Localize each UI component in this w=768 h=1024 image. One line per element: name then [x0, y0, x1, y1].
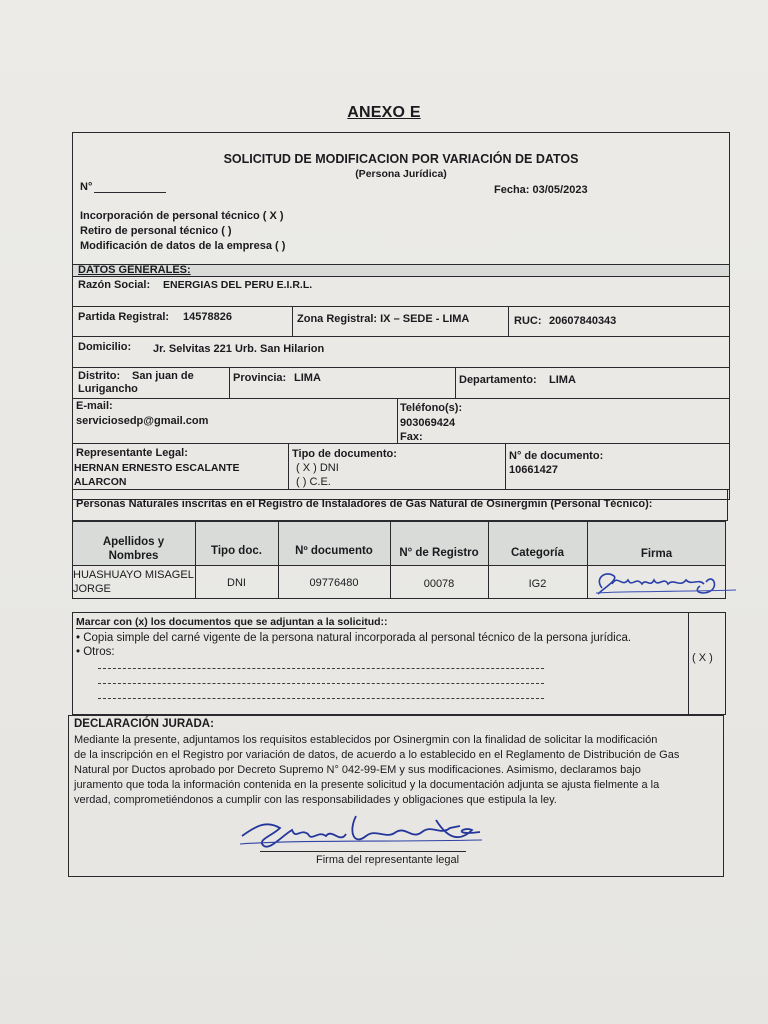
representante-label: Representante Legal:: [76, 447, 188, 459]
declaration-line-2: de la inscripción en el Registro por variación de datos, de acuerdo a lo establecido en el Reglamento de Distribución de Gas: [74, 749, 680, 761]
domicilio-label: Domicilio:: [78, 341, 132, 353]
row-nombre-line1: HUASHUAYO MISAGEL: [73, 569, 194, 581]
divider: [288, 443, 289, 489]
divider: [397, 398, 398, 443]
email-label: E-mail:: [76, 400, 113, 412]
email-value: serviciosedp@gmail.com: [76, 415, 209, 427]
header-tipo-doc: Tipo doc.: [211, 545, 262, 557]
row-categoria: IG2: [528, 578, 547, 590]
signature-line: [260, 851, 466, 852]
divider: [688, 612, 689, 715]
technician-signature-icon: [588, 566, 738, 600]
divider: [72, 336, 730, 337]
header-apellidos-line1: Apellidos y: [102, 536, 165, 548]
tipo-documento-ce: ( ) C.E.: [296, 476, 331, 488]
ruc-label: RUC:: [514, 315, 542, 327]
annex-title: ANEXO E: [347, 104, 421, 121]
declaration-title: DECLARACIÓN JURADA:: [74, 718, 214, 730]
numero-documento-label: N° de documento:: [509, 450, 604, 462]
divider: [505, 443, 506, 489]
telefono-value: 903069424: [400, 417, 456, 429]
form-title: SOLICITUD DE MODIFICACION POR VARIACIÓN DE DATOS: [223, 152, 579, 166]
divider: [72, 443, 730, 444]
tipo-documento-dni: ( X ) DNI: [296, 462, 339, 474]
otros-line: [98, 683, 544, 684]
attachment-mark: ( X ): [692, 652, 713, 664]
divider: [72, 398, 730, 399]
razon-social-value: ENERGIAS DEL PERU E.I.R.L.: [163, 279, 313, 291]
numero-documento-value: 10661427: [509, 464, 558, 476]
provincia-label: Provincia:: [233, 372, 287, 384]
header-numero-documento: Nº documento: [295, 545, 373, 557]
declaration-line-5: verdad, comprometiéndonos a cumplir con las responsabilidades y obligaciones que estipula la ley.: [74, 794, 557, 806]
divider: [229, 367, 230, 398]
declaration-line-1: Mediante la presente, adjuntamos los requisitos establecidos por Osinergmin con la finalidad de solicitar la modificación: [74, 734, 658, 746]
fax-label: Fax:: [400, 431, 423, 443]
option-modificacion: Modificación de datos de la empresa ( ): [80, 240, 286, 252]
option-retiro: Retiro de personal técnico ( ): [80, 225, 232, 237]
row-nombre-line2: JORGE: [73, 583, 111, 595]
general-data-title: DATOS GENERALES:: [78, 264, 191, 276]
header-apellidos-line2: Nombres: [108, 550, 159, 562]
row-numero-documento: 09776480: [309, 577, 359, 589]
divider: [455, 367, 456, 398]
divider: [76, 628, 366, 629]
departamento-label: Departamento:: [459, 374, 537, 386]
divider: [508, 306, 509, 336]
zona-registral: Zona Registral: IX – SEDE - LIMA: [297, 313, 470, 325]
distrito-value-line1: San juan de: [132, 370, 194, 382]
attachment-item-copia: • Copia simple del carné vigente de la persona natural incorporada al personal técnico de la persona jurídica.: [76, 632, 632, 644]
row-numero-registro: 00078: [423, 578, 455, 590]
provincia-value: LIMA: [294, 372, 321, 384]
signature-caption: Firma del representante legal: [316, 854, 460, 866]
departamento-value: LIMA: [549, 374, 576, 386]
declaration-line-3: Natural por Ductos aprobado por Decreto Supremo N° 042-99-EM y sus modificaciones. Asimismo, declaramos bajo: [74, 764, 641, 776]
partida-registral-value: 14578826: [183, 311, 232, 323]
row-tipo-doc: DNI: [227, 577, 246, 589]
declaration-line-4: juramento que toda la información contenida en la presente solicitud y la documentación adjunta se ajusta fielmente a la: [74, 779, 660, 791]
option-incorporacion: Incorporación de personal técnico ( X ): [80, 210, 284, 222]
header-numero-registro: N° de Registro: [399, 547, 479, 559]
header-firma: Firma: [640, 548, 673, 560]
divider: [72, 276, 730, 277]
otros-line: [98, 698, 544, 699]
attachment-item-otros: • Otros:: [76, 646, 115, 658]
distrito-value-line2: Lurigancho: [78, 383, 138, 395]
personal-tecnico-title: Personas Naturales inscritas en el Registro de Instaladores de Gas Natural de Osinergmin (Personal Técnico):: [76, 498, 653, 510]
form-subtitle: (Persona Jurídica): [355, 168, 447, 180]
divider: [72, 367, 730, 368]
header-categoria: Categoría: [510, 547, 565, 559]
divider: [292, 306, 293, 336]
representante-value-line2: ALARCON: [74, 476, 127, 488]
razon-social-label: Razón Social:: [78, 279, 151, 291]
telefono-label: Teléfono(s):: [400, 402, 463, 414]
domicilio-value: Jr. Selvitas 221 Urb. San Hilarion: [153, 343, 325, 355]
request-number-line: [94, 192, 166, 193]
tipo-documento-label: Tipo de documento:: [292, 448, 397, 460]
partida-registral-label: Partida Registral:: [78, 311, 170, 323]
ruc-value: 20607840343: [549, 315, 617, 327]
otros-line: [98, 668, 544, 669]
representante-value-line1: HERNAN ERNESTO ESCALANTE: [74, 462, 240, 474]
distrito-label: Distrito:: [78, 370, 121, 382]
request-number-label: N°: [80, 181, 93, 193]
request-date: Fecha: 03/05/2023: [494, 184, 588, 196]
divider: [72, 306, 730, 307]
attachments-title: Marcar con (x) los documentos que se adjuntan a la solicitud::: [76, 616, 388, 628]
